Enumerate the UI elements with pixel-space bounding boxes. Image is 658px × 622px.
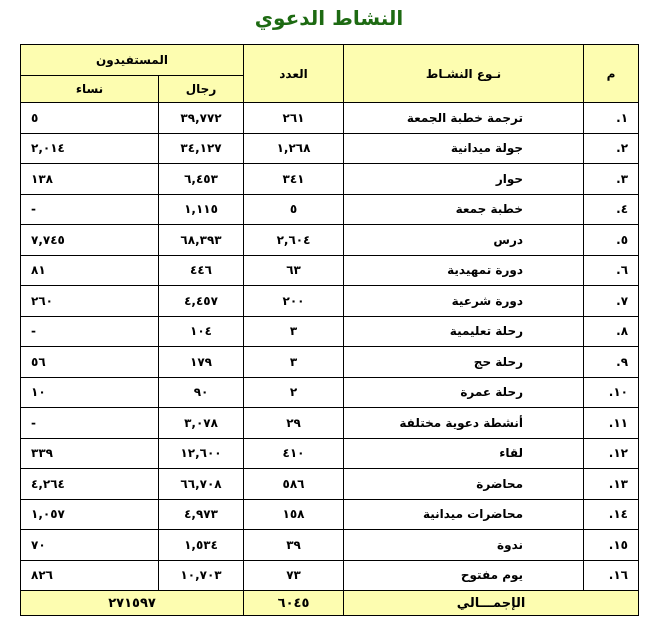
table-row — [21, 377, 639, 408]
cell-num: ١٦. — [584, 560, 639, 591]
table-row — [21, 103, 639, 134]
cell-women: ٢٦٠ — [21, 286, 159, 317]
cell-num: ١٢. — [584, 438, 639, 469]
cell-count: ٢ — [244, 377, 344, 408]
total-label: الإجمـــالي — [344, 591, 639, 616]
total-beneficiaries: ٢٧١٥٩٧ — [21, 591, 244, 616]
cell-count: ٦٣ — [244, 255, 344, 286]
cell-type: رحلة تعليمية — [344, 316, 584, 347]
cell-type: يوم مفتوح — [344, 560, 584, 591]
cell-num: ١١. — [584, 408, 639, 439]
cell-men: ٣٩,٧٧٢ — [159, 103, 244, 134]
cell-num: ٧. — [584, 286, 639, 317]
header-num: م — [584, 45, 639, 103]
cell-count: ٧٣ — [244, 560, 344, 591]
cell-type: دورة تمهيدية — [344, 255, 584, 286]
cell-type: لقاء — [344, 438, 584, 469]
cell-num: ١٣. — [584, 469, 639, 500]
cell-num: ٢. — [584, 133, 639, 164]
cell-count: ٢,٦٠٤ — [244, 225, 344, 256]
cell-women: ١٣٨ — [21, 164, 159, 195]
cell-type: ترجمة خطبة الجمعة — [344, 103, 584, 134]
cell-count: ٢٩ — [244, 408, 344, 439]
cell-women: ٥٦ — [21, 347, 159, 378]
cell-type: خطبة جمعة — [344, 194, 584, 225]
cell-type: محاضرة — [344, 469, 584, 500]
table-row — [21, 530, 639, 561]
cell-type: حوار — [344, 164, 584, 195]
cell-type: رحلة حج — [344, 347, 584, 378]
cell-men: ٣٤,١٢٧ — [159, 133, 244, 164]
table-row — [21, 316, 639, 347]
page-title: النشاط الدعوي — [254, 6, 404, 30]
cell-men: ١٠,٧٠٣ — [159, 560, 244, 591]
cell-type: دورة شرعية — [344, 286, 584, 317]
cell-men: ٩٠ — [159, 377, 244, 408]
cell-women: - — [21, 194, 159, 225]
cell-count: ٥٨٦ — [244, 469, 344, 500]
cell-women: ٧,٧٤٥ — [21, 225, 159, 256]
cell-num: ٣. — [584, 164, 639, 195]
cell-men: ١,١١٥ — [159, 194, 244, 225]
cell-count: ٣٩ — [244, 530, 344, 561]
table-row — [21, 164, 639, 195]
cell-num: ٦. — [584, 255, 639, 286]
cell-men: ٦٦,٧٠٨ — [159, 469, 244, 500]
table-row — [21, 286, 639, 317]
header-men: رجال — [159, 76, 244, 103]
cell-num: ٤. — [584, 194, 639, 225]
cell-women: - — [21, 408, 159, 439]
cell-men: ٤,٩٧٣ — [159, 499, 244, 530]
cell-women: ٣٣٩ — [21, 438, 159, 469]
cell-men: ٦,٤٥٣ — [159, 164, 244, 195]
cell-men: ٤٤٦ — [159, 255, 244, 286]
header-count: العدد — [244, 45, 344, 103]
header-beneficiaries: المستفيدون — [21, 45, 244, 76]
cell-count: ٣ — [244, 347, 344, 378]
cell-num: ٩. — [584, 347, 639, 378]
table-row — [21, 408, 639, 439]
cell-type: جولة ميدانية — [344, 133, 584, 164]
cell-women: ٧٠ — [21, 530, 159, 561]
cell-count: ٢٦١ — [244, 103, 344, 134]
table-row — [21, 194, 639, 225]
cell-men: ٤,٤٥٧ — [159, 286, 244, 317]
table-row — [21, 438, 639, 469]
cell-type: رحلة عمرة — [344, 377, 584, 408]
cell-num: ١٠. — [584, 377, 639, 408]
table-row — [21, 133, 639, 164]
cell-num: ٥. — [584, 225, 639, 256]
cell-count: ٥ — [244, 194, 344, 225]
cell-num: ١٥. — [584, 530, 639, 561]
header-type: نـوع النشـاط — [344, 45, 584, 103]
cell-count: ٤١٠ — [244, 438, 344, 469]
cell-men: ١٠٤ — [159, 316, 244, 347]
table-row — [21, 225, 639, 256]
cell-num: ٨. — [584, 316, 639, 347]
cell-women: ٤,٢٦٤ — [21, 469, 159, 500]
cell-women: ١٠ — [21, 377, 159, 408]
cell-count: ٣٤١ — [244, 164, 344, 195]
header-women: نساء — [21, 76, 159, 103]
cell-men: ١٧٩ — [159, 347, 244, 378]
cell-type: محاضرات ميدانية — [344, 499, 584, 530]
activity-table — [20, 44, 639, 616]
cell-men: ١٢,٦٠٠ — [159, 438, 244, 469]
total-count: ٦٠٤٥ — [244, 591, 344, 616]
cell-women: ١,٠٥٧ — [21, 499, 159, 530]
table-row — [21, 469, 639, 500]
cell-num: ١٤. — [584, 499, 639, 530]
cell-women: - — [21, 316, 159, 347]
cell-count: ١٥٨ — [244, 499, 344, 530]
cell-num: ١. — [584, 103, 639, 134]
table-row — [21, 499, 639, 530]
cell-type: ندوة — [344, 530, 584, 561]
cell-count: ٣ — [244, 316, 344, 347]
cell-women: ٢,٠١٤ — [21, 133, 159, 164]
cell-women: ٨١ — [21, 255, 159, 286]
table-row — [21, 347, 639, 378]
cell-count: ١,٢٦٨ — [244, 133, 344, 164]
cell-women: ٨٢٦ — [21, 560, 159, 591]
cell-men: ٦٨,٣٩٣ — [159, 225, 244, 256]
cell-men: ٣,٠٧٨ — [159, 408, 244, 439]
cell-type: أنشطة دعوية مختلفة — [344, 408, 584, 439]
table-row — [21, 255, 639, 286]
cell-count: ٢٠٠ — [244, 286, 344, 317]
table-row — [21, 560, 639, 591]
cell-type: درس — [344, 225, 584, 256]
cell-women: ٥ — [21, 103, 159, 134]
cell-men: ١,٥٣٤ — [159, 530, 244, 561]
